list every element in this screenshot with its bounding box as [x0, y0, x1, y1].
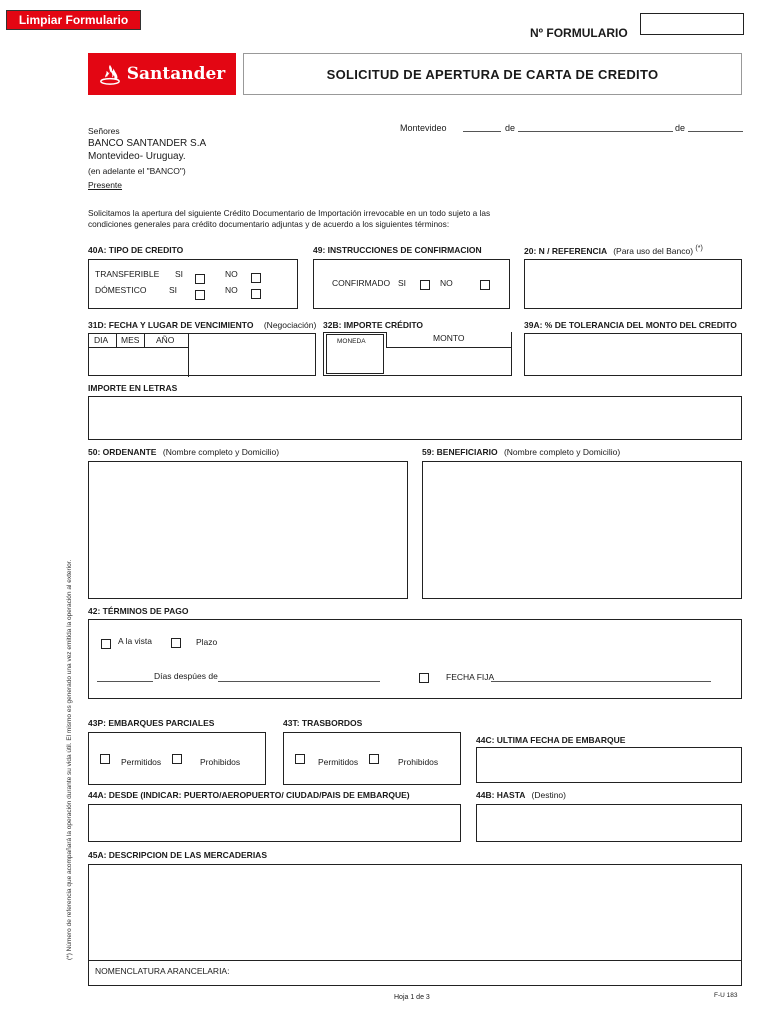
vencimiento-box[interactable]: [88, 333, 316, 376]
hasta-note: (Destino): [531, 790, 566, 800]
year-field[interactable]: [688, 131, 743, 132]
trasbordos-box: [283, 732, 461, 785]
moneda-field[interactable]: [326, 334, 384, 374]
trasbordos-label: 43T: TRASBORDOS: [283, 718, 363, 728]
referencia-field[interactable]: [524, 259, 742, 309]
reference-footnote: (*) Número de referencia que acompañará la operación durante su vida útil. El mismo es generado una vez emitida la operación al exterior.: [66, 559, 73, 960]
beneficiario-field[interactable]: [422, 461, 742, 599]
desde-field[interactable]: [88, 804, 461, 842]
a-la-vista-checkbox[interactable]: [101, 639, 111, 649]
addressee-line-5: Presente: [88, 180, 123, 190]
brand-name: Santander: [126, 64, 226, 84]
form-title-box: [243, 53, 742, 95]
month-field[interactable]: [518, 131, 673, 132]
form-number-label: Nº FORMULARIO: [530, 26, 628, 40]
vencimiento-title: 31D: FECHA Y LUGAR DE VENCIMIENTO: [88, 320, 254, 330]
mes-label: MES: [121, 335, 140, 345]
confirmado-no-checkbox[interactable]: [480, 280, 490, 290]
monto-label: MONTO: [433, 333, 465, 343]
domestico-label: DÓMESTICO: [95, 285, 147, 295]
referencia-label: [524, 245, 703, 256]
dias-field[interactable]: [97, 681, 153, 682]
vencimiento-note: (Negociación): [263, 320, 317, 330]
dias-despues-field[interactable]: [218, 681, 380, 682]
page-number: Hoja 1 de 3: [394, 994, 430, 1001]
clear-form-button[interactable]: Limpiar Formulario: [6, 10, 141, 30]
confirmado-label: CONFIRMADO: [332, 278, 391, 288]
terminos-box: [88, 619, 742, 699]
embarques-label: 43P: EMBARQUES PARCIALES: [88, 718, 215, 728]
de-label-1: de: [505, 123, 516, 133]
importe-label: 32B: IMPORTE CRÉDITO: [323, 320, 423, 330]
fecha-fija-checkbox[interactable]: [419, 673, 429, 683]
plazo-checkbox[interactable]: [171, 638, 181, 648]
ultima-fecha-field[interactable]: [476, 747, 742, 783]
hasta-label: [476, 790, 566, 800]
trasbordos-permitidos-label: Permitidos: [318, 757, 359, 767]
confirmado-no-label: NO: [440, 278, 453, 288]
addressee-line-2: BANCO SANTANDER S.A: [88, 138, 207, 149]
importe-letras-label: IMPORTE EN LETRAS: [88, 383, 178, 393]
referencia-title: 20: N / REFERENCIA: [524, 245, 607, 256]
beneficiario-label: [422, 447, 620, 457]
beneficiario-note: (Nombre completo y Domicilio): [503, 447, 621, 457]
trasbordos-permitidos-checkbox[interactable]: [295, 754, 305, 764]
form-number-field[interactable]: [640, 13, 744, 35]
vencimiento-label: [88, 320, 316, 330]
domestico-no-checkbox[interactable]: [251, 289, 261, 299]
instrucciones-label: 49: INSTRUCCIONES DE CONFIRMACION: [313, 245, 482, 255]
tolerancia-label: 39A: % DE TOLERANCIA DEL MONTO DEL CREDITO: [524, 320, 737, 330]
transferible-si-label: SI: [175, 269, 184, 279]
descripcion-field[interactable]: [88, 864, 742, 986]
addressee-line-3: Montevideo- Uruguay.: [88, 151, 186, 162]
ordenante-note: (Nombre completo y Domicilio): [162, 447, 280, 457]
transferible-no-checkbox[interactable]: [251, 273, 261, 283]
transferible-no-label: NO: [225, 269, 238, 279]
importe-letras-field[interactable]: [88, 396, 742, 440]
instrucciones-box: [313, 259, 510, 309]
moneda-label: MONEDA: [337, 338, 366, 345]
descripcion-label: 45A: DESCRIPCION DE LAS MERCADERIAS: [88, 850, 267, 860]
fecha-fija-label: FECHA FIJA: [446, 672, 495, 682]
hasta-field[interactable]: [476, 804, 742, 842]
intro-line-2: condiciones generales para crédito documentario adjuntas y de acuerdo a los siguientes términos:: [88, 219, 450, 229]
day-field[interactable]: [463, 131, 501, 132]
a-la-vista-label: A la vista: [118, 636, 153, 646]
addressee-line-1: Señores: [88, 126, 120, 136]
embarques-permitidos-label: Permitidos: [121, 757, 162, 767]
embarques-prohibidos-label: Prohibidos: [200, 757, 241, 767]
transferible-label: TRANSFERIBLE: [95, 269, 160, 279]
trasbordos-prohibidos-label: Prohibidos: [398, 757, 439, 767]
embarques-prohibidos-checkbox[interactable]: [172, 754, 182, 764]
plazo-label: Plazo: [196, 637, 218, 647]
addressee-line-4: (en adelante el "BANCO"): [88, 166, 186, 176]
hasta-title: 44B: HASTA: [476, 790, 526, 800]
referencia-note: (Para uso del Banco): [613, 245, 694, 256]
domestico-si-checkbox[interactable]: [195, 290, 205, 300]
dia-label: DIA: [94, 335, 109, 345]
ordenante-title: 50: ORDENANTE: [88, 447, 157, 457]
confirmado-si-checkbox[interactable]: [420, 280, 430, 290]
dias-despues-label: Días despúes de: [154, 671, 218, 681]
flame-icon: [99, 63, 121, 85]
domestico-si-label: SI: [169, 285, 178, 295]
embarques-permitidos-checkbox[interactable]: [100, 754, 110, 764]
ordenante-label: [88, 447, 279, 457]
tipo-credito-label: 40A: TIPO DE CREDITO: [88, 245, 184, 255]
form-title: SOLICITUD DE APERTURA DE CARTA DE CREDITO: [326, 66, 659, 82]
tipo-credito-box: [88, 259, 298, 309]
domestico-no-label: NO: [225, 285, 238, 295]
nomenclatura-label: NOMENCLATURA ARANCELARIA:: [95, 966, 230, 976]
referencia-star: (*): [695, 245, 703, 252]
ultima-fecha-label: 44C: ULTIMA FECHA DE EMBARQUE: [476, 735, 626, 745]
form-code: F-U 183: [714, 992, 738, 999]
transferible-si-checkbox[interactable]: [195, 274, 205, 284]
de-label-2: de: [675, 123, 686, 133]
confirmado-si-label: SI: [398, 278, 407, 288]
intro-line-1: Solicitamos la apertura del siguiente Crédito Documentario de Importación irrevocable en un todo sujeto a las: [88, 208, 491, 218]
importe-box[interactable]: [323, 332, 512, 376]
desde-label: 44A: DESDE (INDICAR: PUERTO/AEROPUERTO/ CIUDAD/PAIS DE EMBARQUE): [88, 790, 410, 800]
santander-logo: [88, 53, 236, 95]
trasbordos-prohibidos-checkbox[interactable]: [369, 754, 379, 764]
monto-header: [386, 332, 511, 348]
tolerancia-field[interactable]: [524, 333, 742, 376]
terminos-label: 42: TÉRMINOS DE PAGO: [88, 606, 189, 616]
ordenante-field[interactable]: [88, 461, 408, 599]
embarques-box: [88, 732, 266, 785]
beneficiario-title: 59: BENEFICIARIO: [422, 447, 498, 457]
fecha-fija-field[interactable]: [491, 681, 711, 682]
city-label: Montevideo: [400, 123, 447, 133]
anio-label: AÑO: [156, 335, 175, 345]
